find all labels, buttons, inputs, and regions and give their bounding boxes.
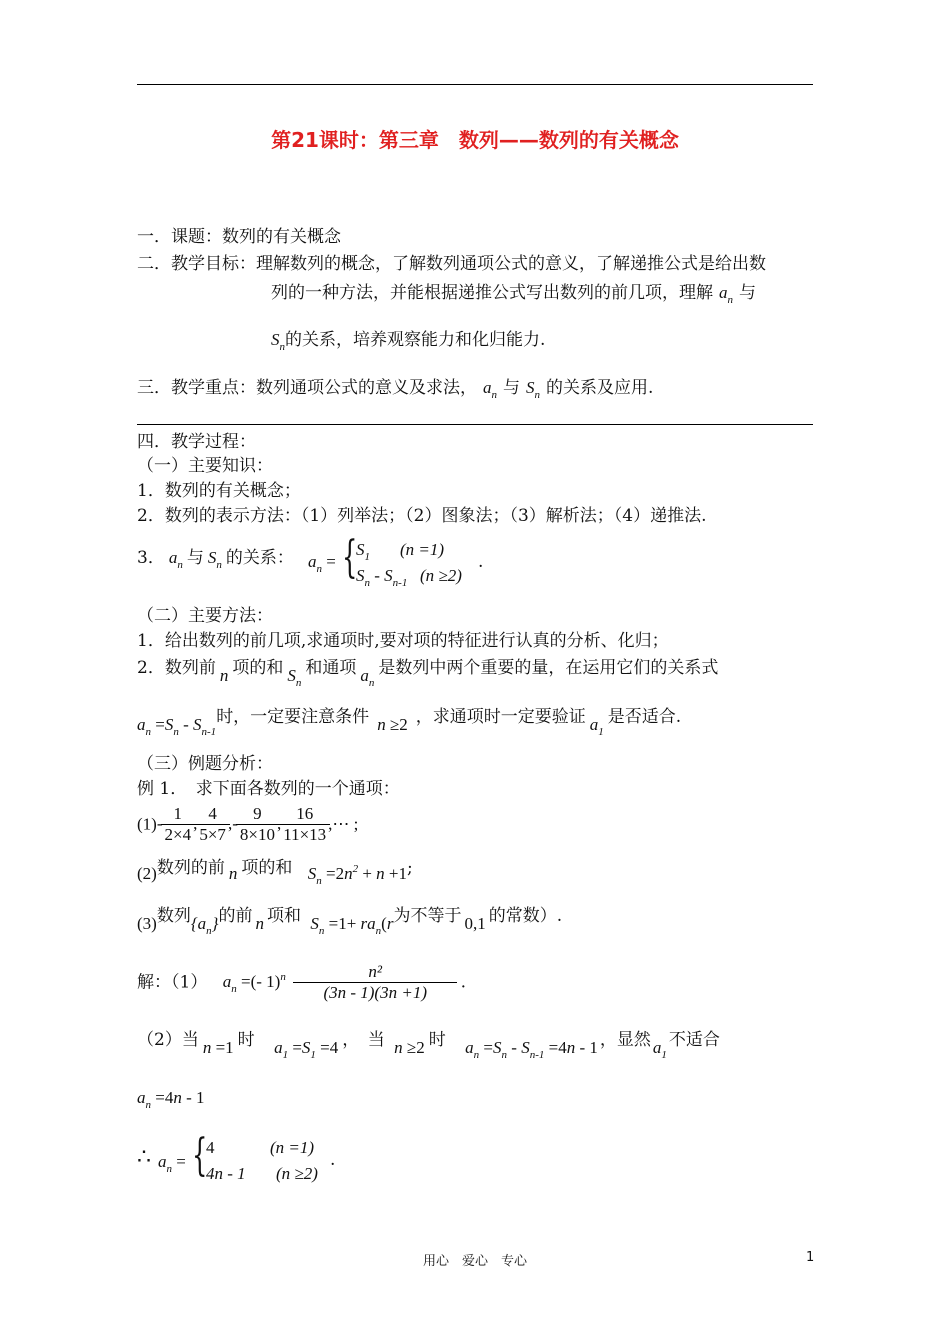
question-1-sign: - bbox=[156, 814, 163, 834]
fraction-numerator: 9 bbox=[236, 804, 279, 825]
a-n-symbol: $a_n$ bbox=[719, 283, 733, 306]
page-title: 第21课时：第三章 数列——数列的有关概念 bbox=[271, 128, 679, 152]
section-3: 三．教学重点：数列通项公式的意义及求法， $a_n$ 与 $S_n$ 的关系及应用. bbox=[137, 378, 654, 401]
section-1: 一．课题：数列的有关概念 bbox=[137, 227, 341, 247]
fraction-denominator: 11×13 bbox=[283, 825, 327, 844]
fraction-numerator: 1 bbox=[161, 804, 196, 825]
question-1-sign: , bbox=[193, 814, 198, 834]
knowledge-3-lhs: $a_n$ = bbox=[308, 552, 336, 575]
section-divider bbox=[137, 424, 813, 425]
knowledge-3-brace: { bbox=[342, 532, 358, 583]
question-1: (1)- $\frac{1}{2\times 4}$ , $\frac{4}{5\times 7}$ ,- $\frac{9}{8\times 10}$ , $\frac{16}{11\times 13}$ ,⋯ ; bbox=[137, 804, 359, 844]
part-2-heading: （二）主要方法： bbox=[137, 606, 273, 626]
result-lhs: $a_n$ = bbox=[158, 1152, 186, 1175]
knowledge-1: 1．数列的有关概念； bbox=[137, 481, 301, 501]
knowledge-3-case-2: $S_n - S_{n-1}$ bbox=[356, 566, 408, 589]
question-1-fraction bbox=[238, 804, 277, 845]
method-2-line-2: $a_n =S_n - S_{n-1}$时，一定要注意条件 n ≥2 ，求通项时一定要验证 $a_1$是否适合. bbox=[137, 707, 682, 738]
part-1-heading: （一）主要知识： bbox=[137, 456, 273, 476]
knowledge-3: 3． $a_n$ 与 $S_n$ 的关系： bbox=[137, 548, 294, 571]
knowledge-3-case-1: $S_1$ bbox=[356, 540, 370, 563]
method-2-line-1: 2．数列前 n 项的和 $S_n$和通项 $a_n$是数列中两个重要的量，在运用它们的关系式 bbox=[137, 658, 719, 689]
section-2-line-1: 二．教学目标：理解数列的概念，了解数列通项公式的意义，了解递推公式是给出数 bbox=[137, 254, 766, 274]
knowledge-2: 2．数列的表示方法：（1）列举法；（2）图象法；（3）解析法；（4）递推法. bbox=[137, 506, 707, 526]
question-1-fraction bbox=[197, 804, 228, 845]
result-period: . bbox=[330, 1150, 336, 1170]
example-1-heading: 例 1． 求下面各数列的一个通项： bbox=[137, 779, 400, 799]
question-3: (3)数列$\{a_n\}$的前 n 项和 $S_n =1+ ra_n(r$为不等于 0,1 的常数）. bbox=[137, 906, 563, 937]
fraction-denominator: 8×10 bbox=[239, 825, 275, 844]
knowledge-3-period: . bbox=[478, 552, 484, 572]
part-3-heading: （三）例题分析： bbox=[137, 754, 273, 774]
knowledge-3-case-2-cond: (n ≥2) bbox=[420, 566, 462, 585]
question-2: (2)数列的前 n 项的和 $S_n =2n^2 + n +1$; bbox=[137, 858, 413, 887]
therefore-symbol: ∴ bbox=[137, 1145, 151, 1170]
result-case-1-cond: (n =1) bbox=[270, 1138, 315, 1157]
knowledge-3-case-1-cond: (n =1) bbox=[400, 540, 445, 559]
page-number: 1 bbox=[806, 1250, 815, 1265]
question-1-fraction bbox=[281, 804, 328, 845]
result-case-2: 4n - 1 bbox=[206, 1164, 246, 1183]
fraction-numerator: 4 bbox=[195, 804, 230, 825]
fraction-denominator: 5×7 bbox=[199, 825, 226, 844]
s-n-symbol: $S_n$ bbox=[271, 330, 285, 353]
solution-2-line-2: $a_n =4n - 1$ bbox=[137, 1088, 205, 1111]
solution-1-fraction: $\frac{\text{n²}}{(3n - 1)(3n +1)}$ bbox=[295, 962, 455, 1003]
result-case-2-cond: (n ≥2) bbox=[276, 1164, 318, 1183]
method-1: 1．给出数列的前几项,求通项时,要对项的特征进行认真的分析、化归； bbox=[137, 631, 669, 651]
page-footer: 用心 爱心 专心 bbox=[422, 1254, 527, 1269]
fraction-numerator: 16 bbox=[279, 804, 330, 825]
solution-2: （2）当 n =1 时 $a_1 =S_1 =4$ ， 当 n ≥2 时 $a_n =S_n - S_{n-1} =4n - 1$ ，显然 $a_1$不适合 bbox=[137, 1030, 720, 1061]
result-case-1: 4 bbox=[206, 1138, 215, 1157]
question-1-fraction bbox=[163, 804, 194, 845]
solution-1: 解：（1） $a_n$ =(- 1)$^n$ $\frac{\text{n²}}{(3n - 1)(3n +1)}$ . bbox=[137, 962, 467, 1002]
question-1-sign: , bbox=[276, 814, 282, 834]
result-brace: { bbox=[192, 1130, 208, 1181]
fraction-denominator: 2×4 bbox=[164, 825, 192, 844]
section-2-line-3: $S_n$的关系，培养观察能力和化归能力. bbox=[271, 330, 546, 353]
section-2-line-2: 列的一种方法，并能根据递推公式写出数列的前几项，理解 $a_n$ 与 bbox=[271, 283, 756, 306]
question-1-sign: ,- bbox=[227, 814, 238, 834]
section-4: 四．教学过程： bbox=[137, 432, 256, 452]
top-rule bbox=[137, 84, 813, 85]
